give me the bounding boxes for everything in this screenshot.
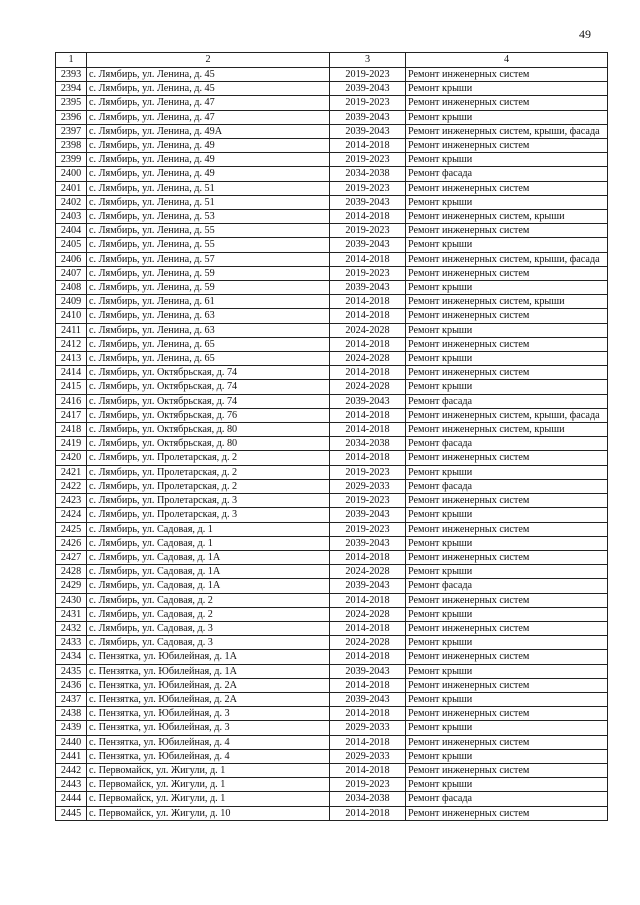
- table-row: [56, 238, 608, 252]
- address-cell: с. Лямбирь, ул. Ленина, д. 61: [87, 295, 330, 309]
- period-cell: 2039-2043: [330, 394, 406, 408]
- row-number-cell: 2438: [56, 707, 87, 721]
- row-number-cell: 2437: [56, 692, 87, 706]
- period-cell: 2034-2038: [330, 792, 406, 806]
- work-type-cell: Ремонт инженерных систем: [406, 621, 608, 635]
- work-type-cell: Ремонт крыши: [406, 380, 608, 394]
- row-number-cell: 2393: [56, 68, 87, 82]
- table-row: [56, 621, 608, 635]
- table-row: [56, 565, 608, 579]
- period-cell: 2014-2018: [330, 337, 406, 351]
- row-number-cell: 2416: [56, 394, 87, 408]
- row-number-cell: 2433: [56, 636, 87, 650]
- row-number-cell: 2417: [56, 408, 87, 422]
- address-cell: с. Лямбирь, ул. Садовая, д. 1: [87, 522, 330, 536]
- row-number-cell: 2395: [56, 96, 87, 110]
- row-number-cell: 2412: [56, 337, 87, 351]
- work-type-cell: Ремонт крыши: [406, 721, 608, 735]
- address-cell: с. Лямбирь, ул. Садовая, д. 1А: [87, 565, 330, 579]
- table-row: [56, 167, 608, 181]
- row-number-cell: 2434: [56, 650, 87, 664]
- work-type-cell: Ремонт инженерных систем: [406, 337, 608, 351]
- address-cell: с. Лямбирь, ул. Ленина, д. 57: [87, 252, 330, 266]
- work-type-cell: Ремонт крыши: [406, 195, 608, 209]
- address-cell: с. Лямбирь, ул. Пролетарская, д. 3: [87, 494, 330, 508]
- period-cell: 2014-2018: [330, 139, 406, 153]
- period-cell: 2019-2023: [330, 522, 406, 536]
- row-number-cell: 2398: [56, 139, 87, 153]
- address-cell: с. Лямбирь, ул. Ленина, д. 47: [87, 96, 330, 110]
- address-cell: с. Лямбирь, ул. Октябрьская, д. 74: [87, 366, 330, 380]
- period-cell: 2014-2018: [330, 295, 406, 309]
- table-row: [56, 181, 608, 195]
- table-row: [56, 309, 608, 323]
- row-number-cell: 2401: [56, 181, 87, 195]
- period-cell: 2014-2018: [330, 210, 406, 224]
- table-row: [56, 423, 608, 437]
- period-cell: 2014-2018: [330, 408, 406, 422]
- row-number-cell: 2410: [56, 309, 87, 323]
- period-cell: 2039-2043: [330, 82, 406, 96]
- row-number-cell: 2411: [56, 323, 87, 337]
- period-cell: 2019-2023: [330, 68, 406, 82]
- table-row: [56, 763, 608, 777]
- period-cell: 2024-2028: [330, 636, 406, 650]
- table-row: [56, 536, 608, 550]
- row-number-cell: 2431: [56, 607, 87, 621]
- period-cell: 2014-2018: [330, 423, 406, 437]
- work-type-cell: Ремонт инженерных систем: [406, 366, 608, 380]
- row-number-cell: 2425: [56, 522, 87, 536]
- work-type-cell: Ремонт крыши: [406, 110, 608, 124]
- address-cell: с. Первомайск, ул. Жигули, д. 1: [87, 778, 330, 792]
- row-number-cell: 2419: [56, 437, 87, 451]
- work-type-cell: Ремонт инженерных систем: [406, 522, 608, 536]
- table-row: [56, 366, 608, 380]
- period-cell: 2014-2018: [330, 451, 406, 465]
- row-number-cell: 2424: [56, 508, 87, 522]
- row-number-cell: 2429: [56, 579, 87, 593]
- row-number-cell: 2399: [56, 153, 87, 167]
- row-number-cell: 2423: [56, 494, 87, 508]
- table-row: [56, 139, 608, 153]
- row-number-cell: 2413: [56, 352, 87, 366]
- period-cell: 2019-2023: [330, 465, 406, 479]
- table-row: [56, 749, 608, 763]
- period-cell: 2019-2023: [330, 494, 406, 508]
- work-type-cell: Ремонт инженерных систем, крыши, фасада: [406, 408, 608, 422]
- row-number-cell: 2442: [56, 763, 87, 777]
- address-cell: с. Лямбирь, ул. Пролетарская, д. 2: [87, 451, 330, 465]
- table-row: [56, 110, 608, 124]
- row-number-cell: 2428: [56, 565, 87, 579]
- work-type-cell: Ремонт крыши: [406, 82, 608, 96]
- address-cell: с. Лямбирь, ул. Пролетарская, д. 3: [87, 508, 330, 522]
- table-row: [56, 479, 608, 493]
- period-cell: 2039-2043: [330, 536, 406, 550]
- period-cell: 2029-2033: [330, 749, 406, 763]
- row-number-cell: 2409: [56, 295, 87, 309]
- table-row: [56, 792, 608, 806]
- address-cell: с. Лямбирь, ул. Садовая, д. 3: [87, 636, 330, 650]
- work-type-cell: Ремонт инженерных систем: [406, 763, 608, 777]
- work-type-cell: Ремонт инженерных систем: [406, 266, 608, 280]
- period-cell: 2014-2018: [330, 309, 406, 323]
- work-type-cell: Ремонт крыши: [406, 536, 608, 550]
- table-header: [56, 53, 608, 68]
- row-number-cell: 2436: [56, 678, 87, 692]
- period-cell: 2039-2043: [330, 238, 406, 252]
- period-cell: 2039-2043: [330, 281, 406, 295]
- table-row: [56, 707, 608, 721]
- work-type-cell: Ремонт инженерных систем: [406, 451, 608, 465]
- address-cell: с. Лямбирь, ул. Октябрьская, д. 74: [87, 380, 330, 394]
- table-row: [56, 337, 608, 351]
- table-row: [56, 68, 608, 82]
- work-type-cell: Ремонт крыши: [406, 508, 608, 522]
- period-cell: 2024-2028: [330, 352, 406, 366]
- work-type-cell: Ремонт фасада: [406, 394, 608, 408]
- column-header-address: 2: [87, 53, 330, 68]
- table-row: [56, 522, 608, 536]
- period-cell: 2034-2038: [330, 167, 406, 181]
- table-row: [56, 195, 608, 209]
- period-cell: 2019-2023: [330, 778, 406, 792]
- address-cell: с. Лямбирь, ул. Садовая, д. 1: [87, 536, 330, 550]
- row-number-cell: 2426: [56, 536, 87, 550]
- table-row: [56, 579, 608, 593]
- period-cell: 2039-2043: [330, 579, 406, 593]
- row-number-cell: 2415: [56, 380, 87, 394]
- work-type-cell: Ремонт крыши: [406, 281, 608, 295]
- row-number-cell: 2430: [56, 593, 87, 607]
- period-cell: 2024-2028: [330, 380, 406, 394]
- period-cell: 2014-2018: [330, 366, 406, 380]
- address-cell: с. Лямбирь, ул. Садовая, д. 1А: [87, 579, 330, 593]
- address-cell: с. Лямбирь, ул. Садовая, д. 1А: [87, 550, 330, 564]
- address-cell: с. Лямбирь, ул. Ленина, д. 55: [87, 224, 330, 238]
- work-type-cell: Ремонт фасада: [406, 579, 608, 593]
- period-cell: 2039-2043: [330, 692, 406, 706]
- period-cell: 2039-2043: [330, 110, 406, 124]
- work-type-cell: Ремонт инженерных систем: [406, 735, 608, 749]
- work-type-cell: Ремонт крыши: [406, 749, 608, 763]
- work-type-cell: Ремонт фасада: [406, 792, 608, 806]
- work-type-cell: Ремонт инженерных систем, крыши, фасада: [406, 124, 608, 138]
- work-type-cell: Ремонт крыши: [406, 636, 608, 650]
- table-body: [56, 68, 608, 821]
- address-cell: с. Пензятка, ул. Юбилейная, д. 4: [87, 735, 330, 749]
- period-cell: 2014-2018: [330, 735, 406, 749]
- row-number-cell: 2441: [56, 749, 87, 763]
- row-number-cell: 2402: [56, 195, 87, 209]
- table-row: [56, 451, 608, 465]
- work-type-cell: Ремонт фасада: [406, 479, 608, 493]
- address-cell: с. Лямбирь, ул. Ленина, д. 49: [87, 139, 330, 153]
- row-number-cell: 2443: [56, 778, 87, 792]
- table-row: [56, 323, 608, 337]
- period-cell: 2014-2018: [330, 678, 406, 692]
- table-row: [56, 650, 608, 664]
- table-row: [56, 352, 608, 366]
- row-number-cell: 2432: [56, 621, 87, 635]
- period-cell: 2024-2028: [330, 607, 406, 621]
- work-type-cell: Ремонт инженерных систем: [406, 309, 608, 323]
- work-type-cell: Ремонт инженерных систем, крыши, фасада: [406, 252, 608, 266]
- work-type-cell: Ремонт крыши: [406, 778, 608, 792]
- address-cell: с. Пензятка, ул. Юбилейная, д. 2А: [87, 678, 330, 692]
- address-cell: с. Первомайск, ул. Жигули, д. 1: [87, 792, 330, 806]
- work-type-cell: Ремонт инженерных систем: [406, 224, 608, 238]
- row-number-cell: 2444: [56, 792, 87, 806]
- row-number-cell: 2408: [56, 281, 87, 295]
- table-row: [56, 380, 608, 394]
- period-cell: 2014-2018: [330, 593, 406, 607]
- address-cell: с. Лямбирь, ул. Ленина, д. 65: [87, 337, 330, 351]
- row-number-cell: 2404: [56, 224, 87, 238]
- period-cell: 2039-2043: [330, 195, 406, 209]
- address-cell: с. Первомайск, ул. Жигули, д. 10: [87, 806, 330, 820]
- table-row: [56, 593, 608, 607]
- period-cell: 2029-2033: [330, 479, 406, 493]
- period-cell: 2039-2043: [330, 664, 406, 678]
- table-row: [56, 82, 608, 96]
- period-cell: 2024-2028: [330, 323, 406, 337]
- work-type-cell: Ремонт крыши: [406, 323, 608, 337]
- address-cell: с. Лямбирь, ул. Октябрьская, д. 76: [87, 408, 330, 422]
- address-cell: с. Пензятка, ул. Юбилейная, д. 2А: [87, 692, 330, 706]
- work-type-cell: Ремонт инженерных систем: [406, 68, 608, 82]
- work-type-cell: Ремонт инженерных систем: [406, 650, 608, 664]
- address-cell: с. Лямбирь, ул. Ленина, д. 55: [87, 238, 330, 252]
- work-type-cell: Ремонт крыши: [406, 465, 608, 479]
- row-number-cell: 2397: [56, 124, 87, 138]
- address-cell: с. Лямбирь, ул. Ленина, д. 65: [87, 352, 330, 366]
- repair-schedule-table: [55, 52, 608, 821]
- page-number: 49: [579, 27, 591, 41]
- period-cell: 2019-2023: [330, 96, 406, 110]
- work-type-cell: Ремонт инженерных систем: [406, 678, 608, 692]
- work-type-cell: Ремонт крыши: [406, 607, 608, 621]
- work-type-cell: Ремонт крыши: [406, 153, 608, 167]
- row-number-cell: 2405: [56, 238, 87, 252]
- address-cell: с. Лямбирь, ул. Ленина, д. 49: [87, 153, 330, 167]
- row-number-cell: 2420: [56, 451, 87, 465]
- period-cell: 2019-2023: [330, 224, 406, 238]
- period-cell: 2019-2023: [330, 153, 406, 167]
- row-number-cell: 2406: [56, 252, 87, 266]
- table-row: [56, 224, 608, 238]
- address-cell: с. Пензятка, ул. Юбилейная, д. 4: [87, 749, 330, 763]
- row-number-cell: 2414: [56, 366, 87, 380]
- column-header-number: 1: [56, 53, 87, 68]
- table-row: [56, 295, 608, 309]
- table-row: [56, 607, 608, 621]
- work-type-cell: Ремонт инженерных систем: [406, 550, 608, 564]
- row-number-cell: 2418: [56, 423, 87, 437]
- row-number-cell: 2394: [56, 82, 87, 96]
- table-row: [56, 281, 608, 295]
- address-cell: с. Лямбирь, ул. Ленина, д. 53: [87, 210, 330, 224]
- work-type-cell: Ремонт крыши: [406, 565, 608, 579]
- period-cell: 2014-2018: [330, 252, 406, 266]
- table-row: [56, 437, 608, 451]
- row-number-cell: 2400: [56, 167, 87, 181]
- row-number-cell: 2439: [56, 721, 87, 735]
- table-row: [56, 778, 608, 792]
- period-cell: 2014-2018: [330, 707, 406, 721]
- address-cell: с. Лямбирь, ул. Ленина, д. 63: [87, 323, 330, 337]
- work-type-cell: Ремонт инженерных систем: [406, 139, 608, 153]
- work-type-cell: Ремонт инженерных систем: [406, 494, 608, 508]
- row-number-cell: 2403: [56, 210, 87, 224]
- row-number-cell: 2435: [56, 664, 87, 678]
- column-header-work-type: 4: [406, 53, 608, 68]
- address-cell: с. Лямбирь, ул. Пролетарская, д. 2: [87, 465, 330, 479]
- address-cell: с. Лямбирь, ул. Ленина, д. 47: [87, 110, 330, 124]
- table-row: [56, 806, 608, 820]
- period-cell: 2039-2043: [330, 508, 406, 522]
- table-row: [56, 721, 608, 735]
- work-type-cell: Ремонт крыши: [406, 692, 608, 706]
- row-number-cell: 2396: [56, 110, 87, 124]
- column-header-period: 3: [330, 53, 406, 68]
- period-cell: 2019-2023: [330, 181, 406, 195]
- table-row: [56, 96, 608, 110]
- table-row: [56, 252, 608, 266]
- table-row: [56, 124, 608, 138]
- address-cell: с. Лямбирь, ул. Ленина, д. 45: [87, 82, 330, 96]
- address-cell: с. Лямбирь, ул. Пролетарская, д. 2: [87, 479, 330, 493]
- work-type-cell: Ремонт инженерных систем: [406, 181, 608, 195]
- row-number-cell: 2445: [56, 806, 87, 820]
- table-row: [56, 508, 608, 522]
- work-type-cell: Ремонт фасада: [406, 437, 608, 451]
- address-cell: с. Пензятка, ул. Юбилейная, д. 3: [87, 721, 330, 735]
- table-row: [56, 210, 608, 224]
- row-number-cell: 2407: [56, 266, 87, 280]
- work-type-cell: Ремонт инженерных систем, крыши: [406, 295, 608, 309]
- table-row: [56, 153, 608, 167]
- table-row: [56, 465, 608, 479]
- address-cell: с. Лямбирь, ул. Ленина, д. 51: [87, 181, 330, 195]
- row-number-cell: 2421: [56, 465, 87, 479]
- period-cell: 2014-2018: [330, 621, 406, 635]
- row-number-cell: 2440: [56, 735, 87, 749]
- address-cell: с. Лямбирь, ул. Ленина, д. 51: [87, 195, 330, 209]
- work-type-cell: Ремонт инженерных систем, крыши: [406, 210, 608, 224]
- period-cell: 2014-2018: [330, 763, 406, 777]
- address-cell: с. Лямбирь, ул. Ленина, д. 59: [87, 266, 330, 280]
- table-row: [56, 266, 608, 280]
- table-row: [56, 550, 608, 564]
- work-type-cell: Ремонт крыши: [406, 664, 608, 678]
- period-cell: 2024-2028: [330, 565, 406, 579]
- address-cell: с. Первомайск, ул. Жигули, д. 1: [87, 763, 330, 777]
- period-cell: 2014-2018: [330, 650, 406, 664]
- period-cell: 2034-2038: [330, 437, 406, 451]
- address-cell: с. Пензятка, ул. Юбилейная, д. 3: [87, 707, 330, 721]
- address-cell: с. Лямбирь, ул. Ленина, д. 63: [87, 309, 330, 323]
- period-cell: 2039-2043: [330, 124, 406, 138]
- period-cell: 2029-2033: [330, 721, 406, 735]
- period-cell: 2014-2018: [330, 550, 406, 564]
- address-cell: с. Лямбирь, ул. Октябрьская, д. 74: [87, 394, 330, 408]
- address-cell: с. Лямбирь, ул. Октябрьская, д. 80: [87, 423, 330, 437]
- address-cell: с. Лямбирь, ул. Ленина, д. 59: [87, 281, 330, 295]
- address-cell: с. Лямбирь, ул. Ленина, д. 49: [87, 167, 330, 181]
- address-cell: с. Лямбирь, ул. Садовая, д. 3: [87, 621, 330, 635]
- work-type-cell: Ремонт инженерных систем, крыши: [406, 423, 608, 437]
- row-number-cell: 2427: [56, 550, 87, 564]
- table-row: [56, 636, 608, 650]
- work-type-cell: Ремонт инженерных систем: [406, 806, 608, 820]
- address-cell: с. Лямбирь, ул. Октябрьская, д. 80: [87, 437, 330, 451]
- work-type-cell: Ремонт инженерных систем: [406, 707, 608, 721]
- work-type-cell: Ремонт инженерных систем: [406, 593, 608, 607]
- address-cell: с. Лямбирь, ул. Ленина, д. 49А: [87, 124, 330, 138]
- table-row: [56, 664, 608, 678]
- address-cell: с. Пензятка, ул. Юбилейная, д. 1А: [87, 650, 330, 664]
- work-type-cell: Ремонт инженерных систем: [406, 96, 608, 110]
- table-row: [56, 394, 608, 408]
- address-cell: с. Лямбирь, ул. Садовая, д. 2: [87, 607, 330, 621]
- work-type-cell: Ремонт крыши: [406, 238, 608, 252]
- period-cell: 2019-2023: [330, 266, 406, 280]
- address-cell: с. Лямбирь, ул. Садовая, д. 2: [87, 593, 330, 607]
- work-type-cell: Ремонт крыши: [406, 352, 608, 366]
- address-cell: с. Пензятка, ул. Юбилейная, д. 1А: [87, 664, 330, 678]
- table-row: [56, 678, 608, 692]
- period-cell: 2014-2018: [330, 806, 406, 820]
- row-number-cell: 2422: [56, 479, 87, 493]
- work-type-cell: Ремонт фасада: [406, 167, 608, 181]
- table-row: [56, 494, 608, 508]
- table-row: [56, 735, 608, 749]
- table-row: [56, 692, 608, 706]
- table-row: [56, 408, 608, 422]
- address-cell: с. Лямбирь, ул. Ленина, д. 45: [87, 68, 330, 82]
